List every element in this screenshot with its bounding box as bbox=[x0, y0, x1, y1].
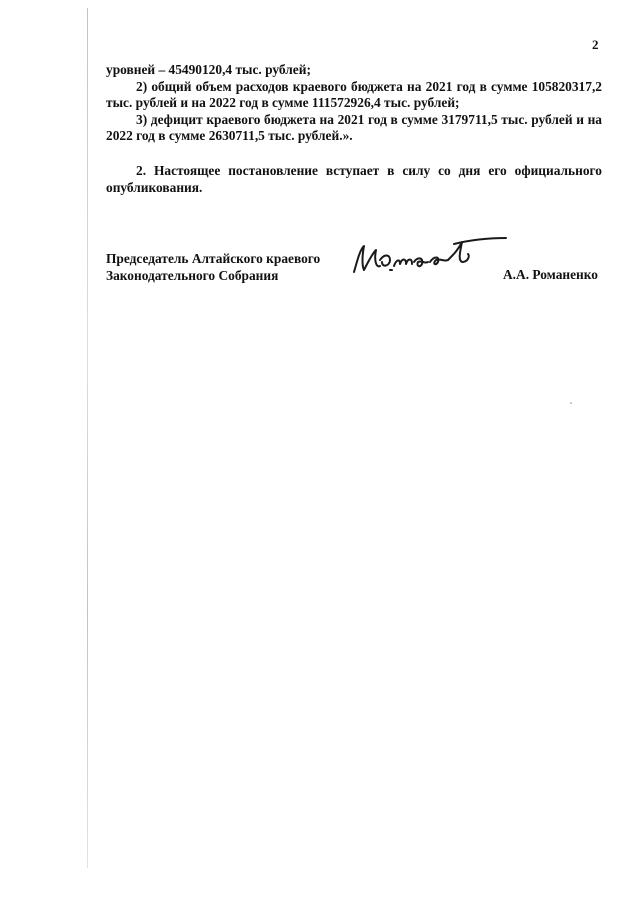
signatory-title bbox=[106, 251, 320, 284]
page-number: 2 bbox=[592, 37, 599, 52]
paragraph-deficit: 3) дефицит краевого бюджета на 2021 год в сумме 3179711,5 тыс. рублей и на 2022 год в сумме 2630711,5 тыс. рублей.». bbox=[106, 111, 602, 144]
signatory-name: А.А. Романенко bbox=[503, 267, 599, 282]
paragraph-effective-date: 2. Настоящее постановление вступает в силу со дня его официального опубликования. bbox=[106, 162, 602, 195]
scan-edge-line bbox=[87, 8, 88, 868]
paragraph-expenses: 2) общий объем расходов краевого бюджета на 2021 год в сумме 105820317,2 тыс. рублей и на 2022 год в сумме 111572926,4 тыс. рублей; bbox=[106, 78, 602, 111]
handwritten-signature-icon bbox=[350, 232, 510, 284]
paragraph-revenue-levels: уровней – 45490120,4 тыс. рублей; bbox=[106, 62, 311, 77]
document-body bbox=[106, 62, 602, 196]
signatory-title-line2: Законодательного Собрания bbox=[106, 267, 279, 283]
spacer bbox=[106, 145, 602, 163]
signatory-title-line1: Председатель Алтайского краевого bbox=[106, 251, 321, 266]
scan-speck bbox=[570, 402, 572, 404]
